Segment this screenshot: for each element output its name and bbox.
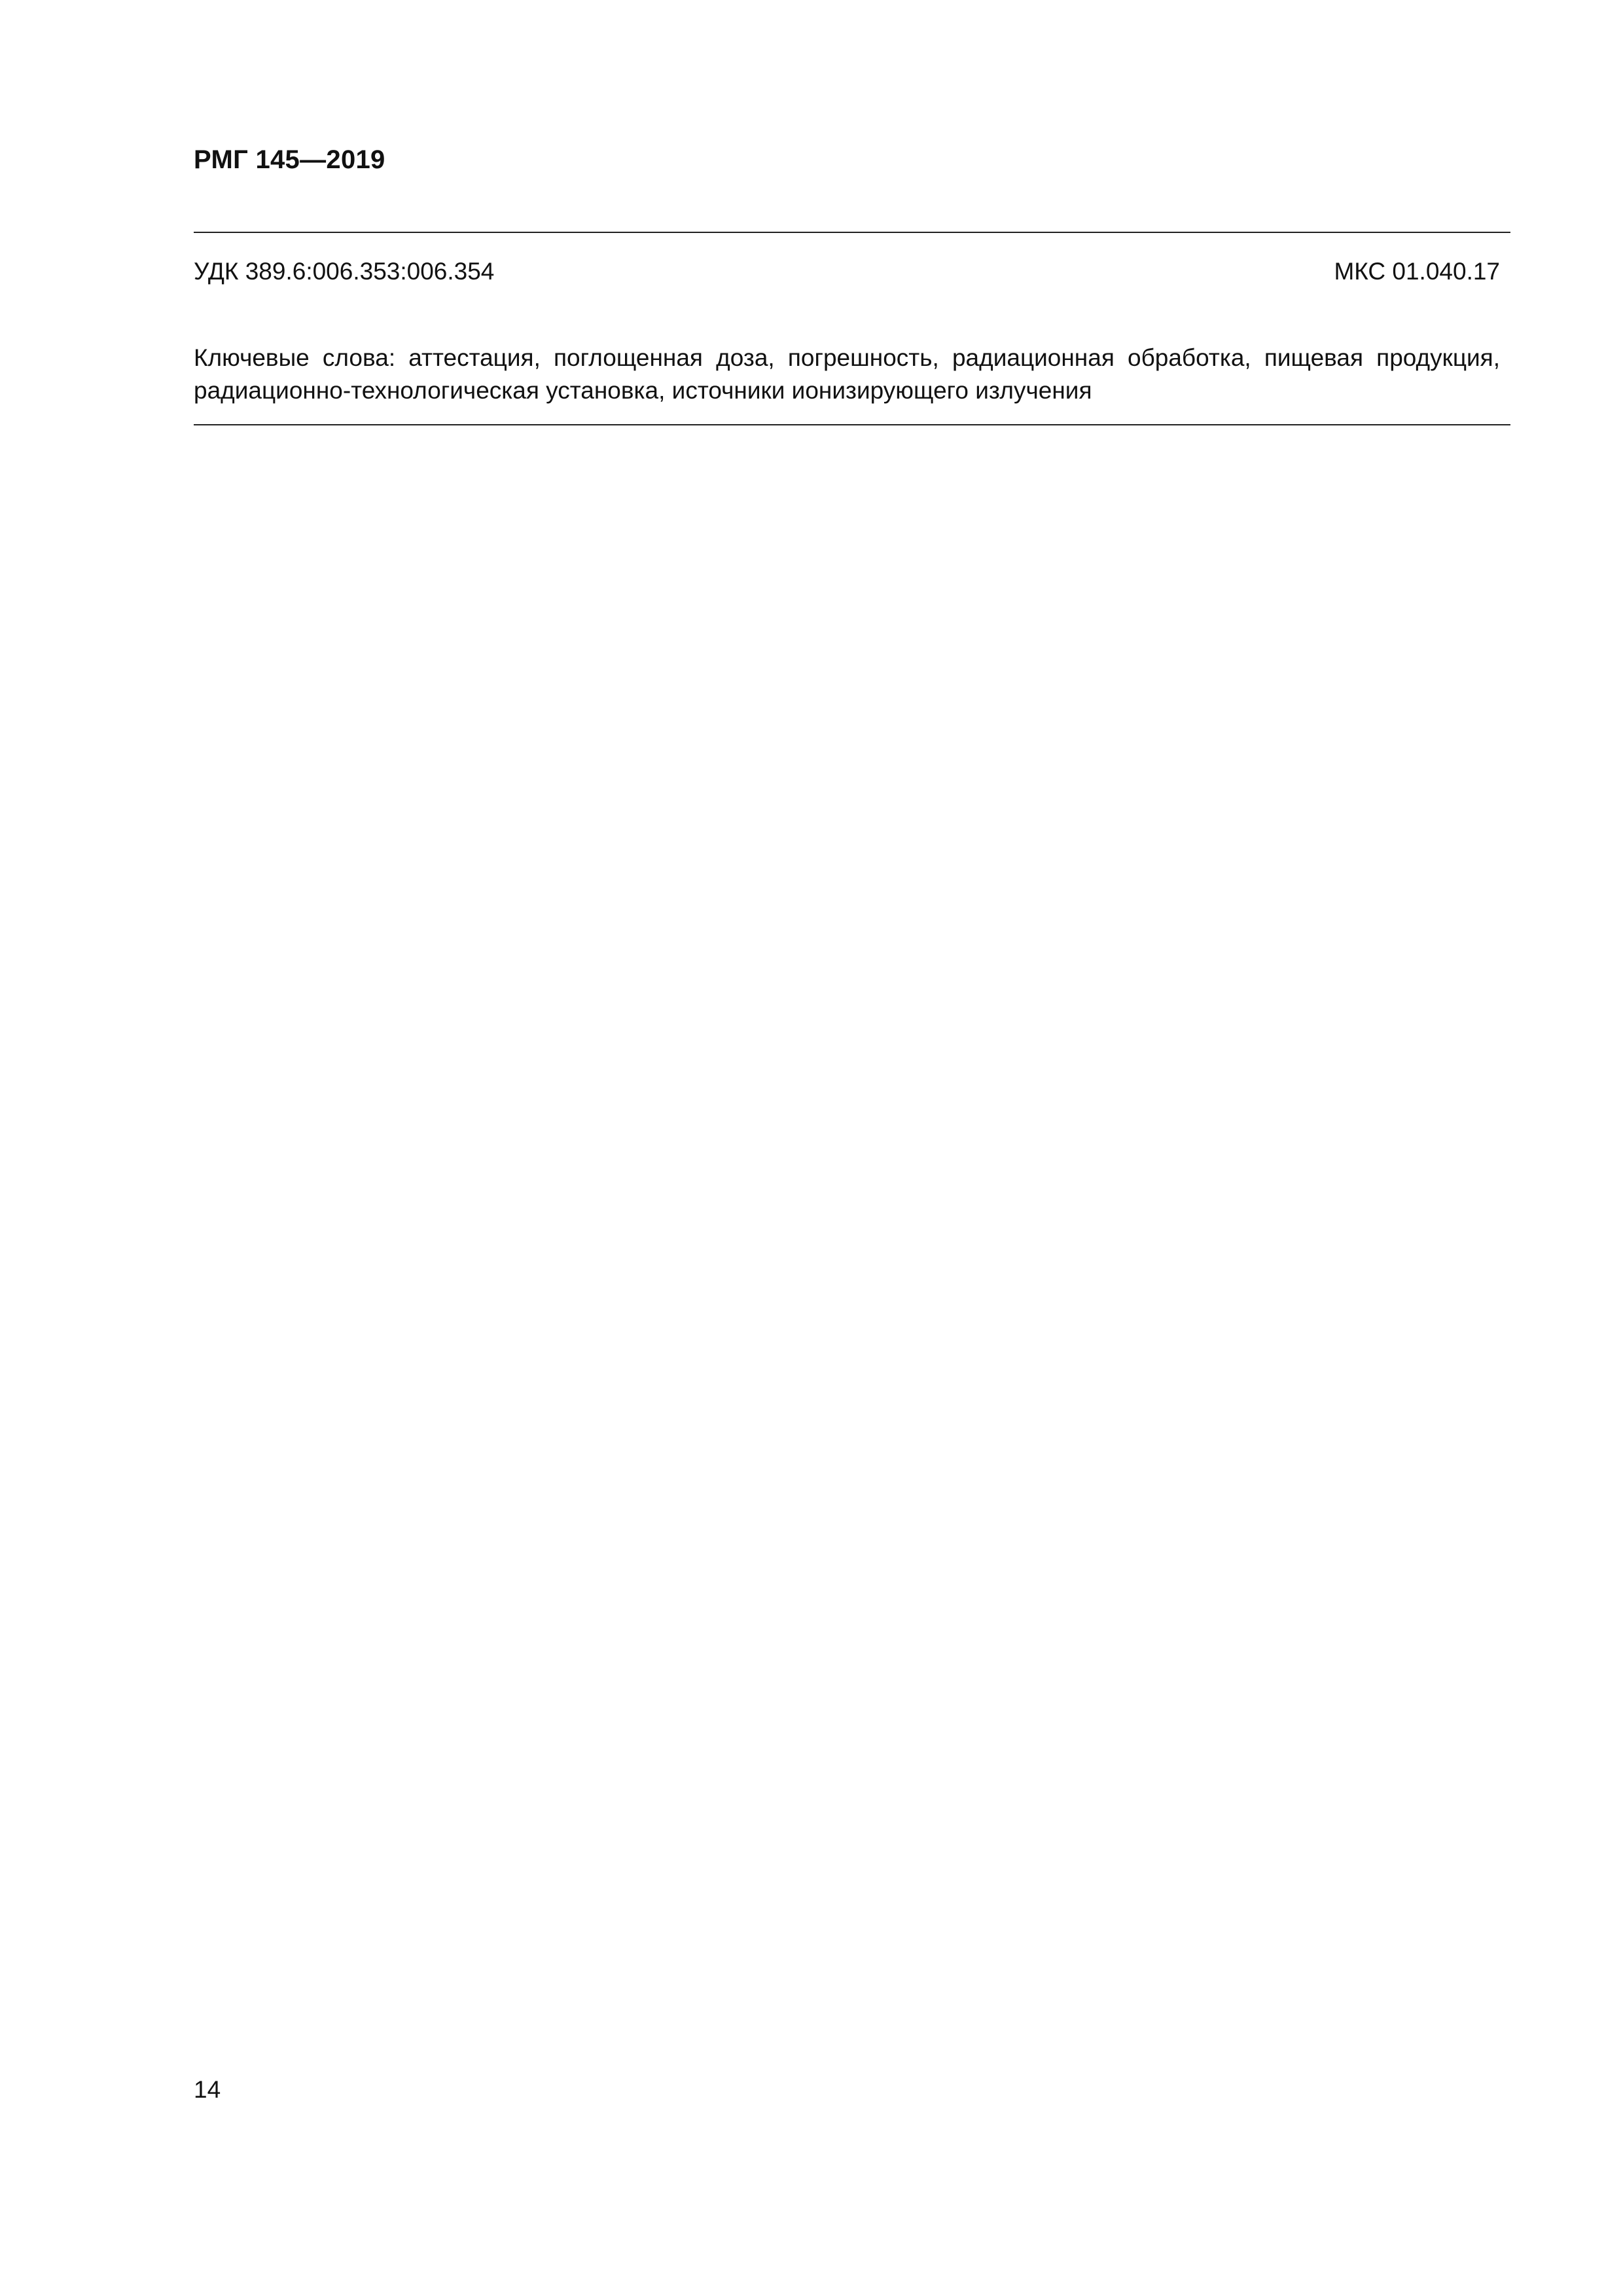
keywords-paragraph: Ключевые слова: аттестация, поглощенная доза, погрешность, радиационная обработка, пищевая продукция, радиационно-технологическая установка, источники ионизирующего излучения <box>194 344 1500 404</box>
udc-code: УДК 389.6:006.353:006.354 <box>194 258 495 285</box>
top-divider <box>194 232 1510 233</box>
bottom-divider <box>194 424 1510 425</box>
ics-code: МКС 01.040.17 <box>1334 258 1500 285</box>
classification-row <box>194 259 1500 283</box>
document-code: РМГ 145—2019 <box>194 145 385 174</box>
page-number: 14 <box>194 2076 221 2103</box>
